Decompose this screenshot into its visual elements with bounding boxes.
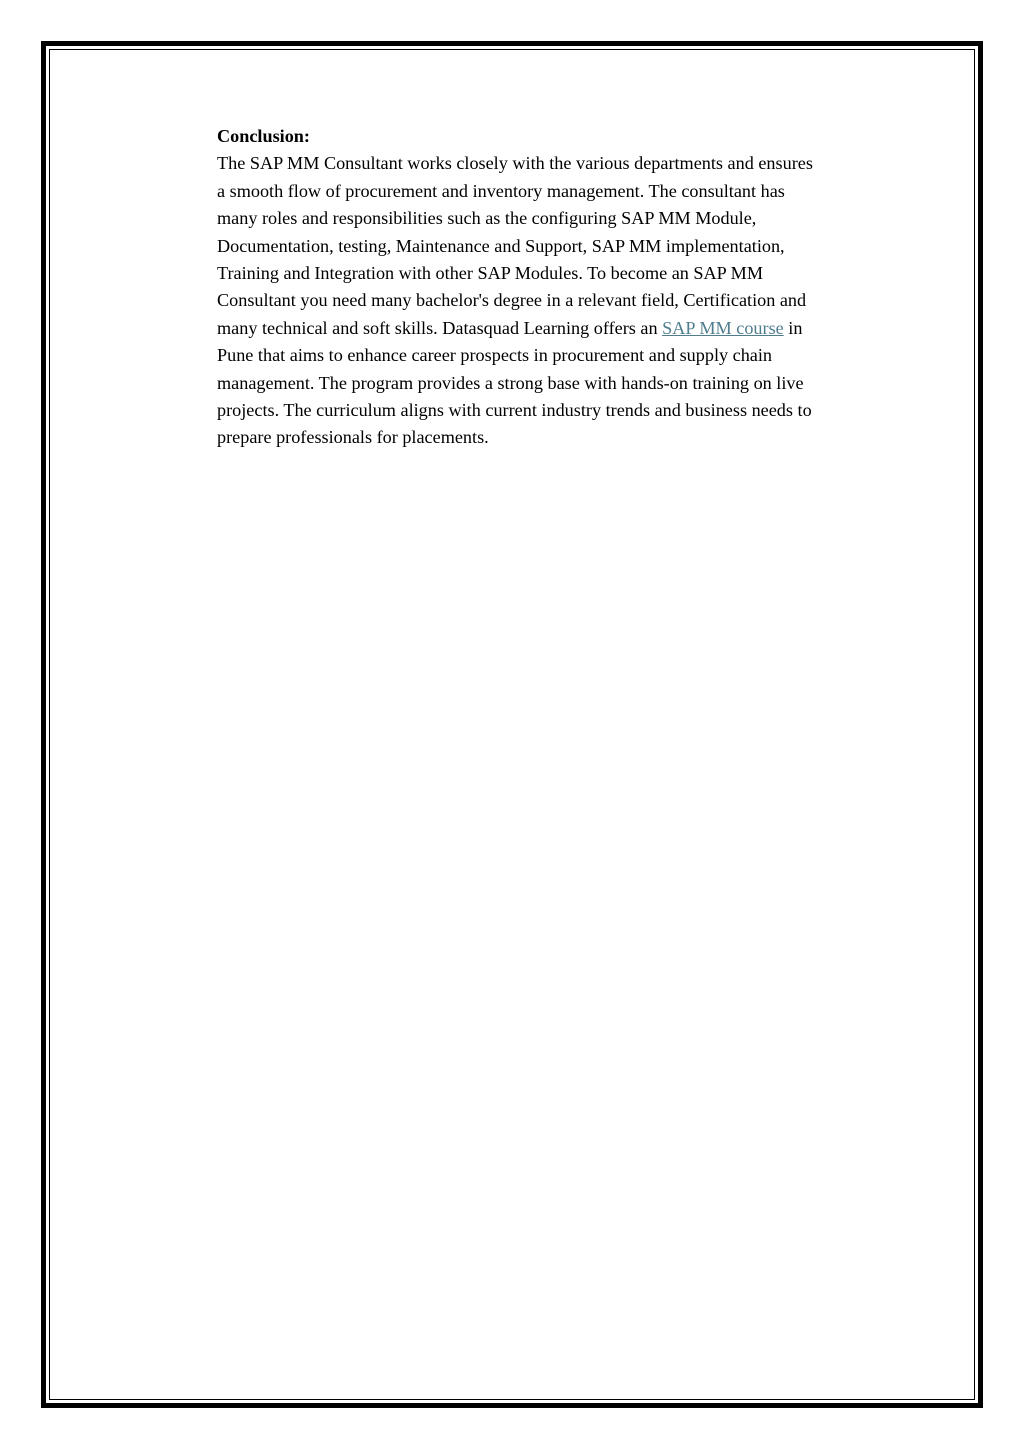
paragraph-line-with-link [217, 315, 897, 342]
paragraph-line: Pune that aims to enhance career prospects in procurement and supply chain [217, 345, 773, 366]
paragraph-line: a smooth flow of procurement and inventory management. The consultant has [217, 180, 785, 201]
line-text-after-link: in [783, 317, 803, 338]
paragraph-line: many roles and responsibilities such as the configuring SAP MM Module, [217, 208, 757, 229]
sap-mm-course-link[interactable]: SAP MM course [662, 317, 784, 338]
paragraph-line: projects. The curriculum aligns with current industry trends and business needs to [217, 400, 812, 421]
paragraph-line: management. The program provides a strong base with hands-on training on live [217, 372, 804, 393]
paragraph-line: Consultant you need many bachelor's degree in a relevant field, Certification and [217, 290, 807, 311]
paragraph-line: prepare professionals for placements. [217, 427, 489, 448]
paragraph-line: Documentation, testing, Maintenance and Support, SAP MM implementation, [217, 235, 785, 256]
paragraph-line: The SAP MM Consultant works closely with the various departments and ensures [217, 153, 813, 174]
conclusion-paragraph [217, 150, 897, 451]
paragraph-line: Training and Integration with other SAP Modules. To become an SAP MM [217, 263, 764, 284]
line-text-before-link: many technical and soft skills. Datasquad Learning offers an [217, 317, 663, 338]
document-body [217, 123, 897, 452]
section-heading: Conclusion: [217, 126, 310, 146]
